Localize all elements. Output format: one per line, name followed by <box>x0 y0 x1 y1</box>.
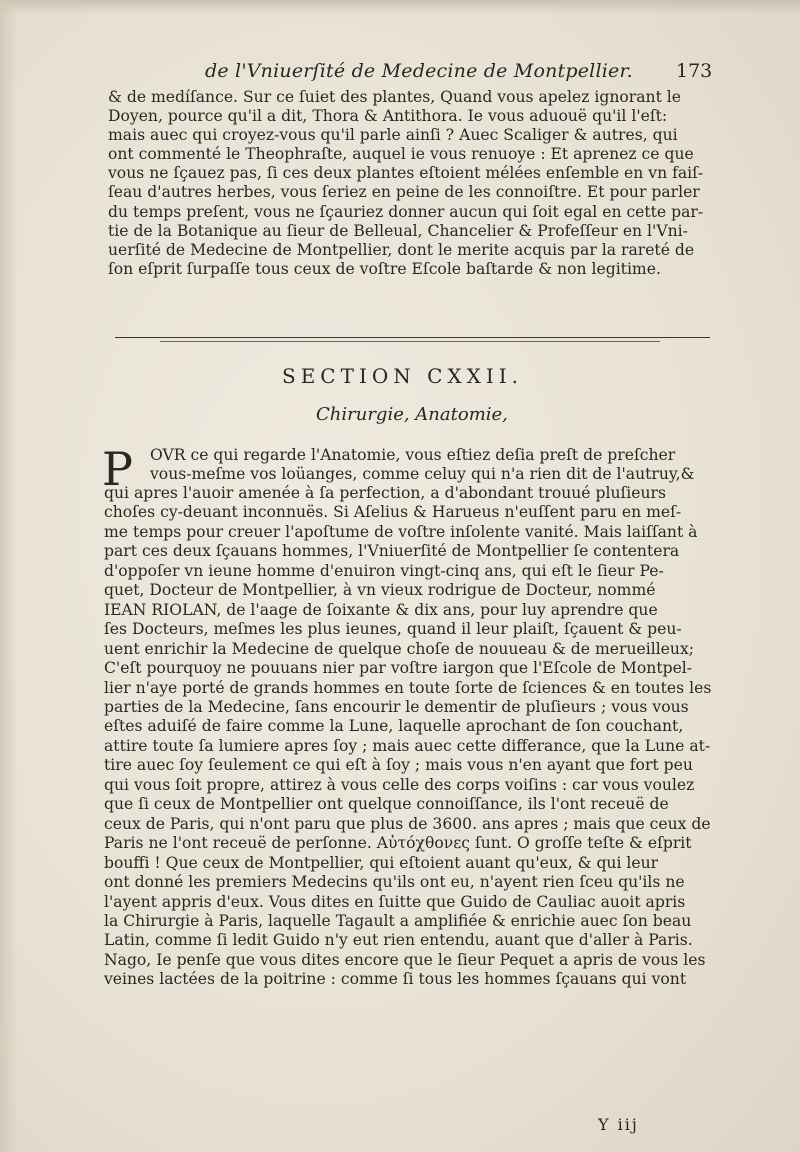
text-line: lier n'aye porté de grands hommes en toute ſorte de ſciences & en toutes les <box>104 678 712 697</box>
text-line: ont commenté le Theophraſte, auquel ie vous renuoye : Et aprenez ce que <box>108 145 694 164</box>
text-line: attire toute ſa lumiere apres ſoy ; mais auec cette differance, que la Lune at- <box>104 736 711 755</box>
top-paragraph <box>108 88 740 279</box>
text-line: Latin, comme ſi ledit Guido n'y eut rien entendu, auant que d'aller à Paris. <box>104 931 693 950</box>
paragraph-opening <box>150 446 742 485</box>
page-top-shadow <box>0 0 800 14</box>
text-line: qui apres l'auoir amenée à ſa perfection, a d'abondant trouué pluſieurs <box>104 484 666 502</box>
text-line: C'eſt pourquoy ne pouuans nier par voſtre iargon que l'Eſcole de Montpel- <box>104 659 693 678</box>
text-line: vous ne ſçauez pas, ſi ces deux plantes eſtoient mélées enſemble en vn faiſ- <box>108 164 704 183</box>
text-line: Paris ne l'ont receuë de perſonne. Αὐτόχθονες ſunt. O groſſe teſte & eſprit <box>104 834 692 853</box>
text-line: uent enrichir la Medecine de quelque choſe de nouueau & de merueilleux; <box>104 639 694 658</box>
text-line: ſon eſprit ſurpaſſe tous ceux de voſtre Eſcole baſtarde & non legitime. <box>108 259 661 278</box>
section-heading: SECTION CXXII. <box>282 364 524 388</box>
text-line: OVR ce qui regarde l'Anatomie, vous eſtiez deſia preſt de preſcher <box>150 446 676 464</box>
text-line: la Chirurgie à Paris, laquelle Tagault a amplifiée & enrichie auec ſon beau <box>104 911 692 930</box>
drop-cap: P <box>102 442 133 496</box>
text-line: ont donné les premiers Medecins qu'ils ont eu, n'ayent rien ſceu qu'ils ne <box>104 873 685 892</box>
section-subheading: Chirurgie, Anatomie, <box>316 404 508 425</box>
signature-mark: Y iij <box>598 1115 639 1134</box>
text-line: ſes Docteurs, meſmes les plus ieunes, quand il leur plaiſt, ſçauent & peu- <box>104 620 682 639</box>
text-line: IEAN RIOLAN, de l'aage de ſoixante & dix ans, pour luy aprendre que <box>104 600 658 619</box>
text-line: bouffi ! Que ceux de Montpellier, qui eſtoient auant qu'eux, & qui leur <box>104 853 659 872</box>
main-paragraph <box>104 484 744 990</box>
text-line: du temps preſent, vous ne ſçauriez donner aucun qui ſoit egal en cette par- <box>108 202 704 221</box>
section-divider-rule-thin <box>160 341 660 342</box>
text-line: d'oppoſer vn ieune homme d'enuiron vingt-cinq ans, qui eſt le ſieur Pe- <box>104 561 664 580</box>
text-line: quet, Docteur de Montpellier, à vn vieux rodrigue de Docteur, nommé <box>104 581 656 600</box>
text-line: part ces deux ſçauans hommes, l'Vniuerſité de Montpellier ſe contentera <box>104 542 680 561</box>
text-line: uerſité de Medecine de Montpellier, dont le merite acquis par la rareté de <box>108 240 695 259</box>
running-head: de l'Vniuerſité de Medecine de Montpellier. <box>205 60 633 82</box>
text-line: tie de la Botanique au ſieur de Belleual, Chancelier & Profeſſeur en l'Vni- <box>108 221 688 240</box>
text-line: l'ayent appris d'eux. Vous dites en ſuitte que Guido de Cauliac auoit apris <box>104 892 686 911</box>
text-line: ceux de Paris, qui n'ont paru que plus de 3600. ans apres ; mais que ceux de <box>104 814 711 833</box>
text-line: eſtes aduiſé de faire comme la Lune, laquelle aprochant de ſon couchant, <box>104 717 684 736</box>
text-line: qui vous ſoit propre, attirez à vous celle des corps voiſins : car vous voulez <box>104 775 695 794</box>
page-gutter-shadow <box>0 0 18 1152</box>
text-line: tire auec ſoy ſeulement ce qui eſt à ſoy ; mais vous n'en ayant que fort peu <box>104 756 693 775</box>
text-line: & de medíſance. Sur ce ſuiet des plantes, Quand vous apelez ignorant le <box>108 88 682 106</box>
page-number: 173 <box>676 60 713 82</box>
text-line: que ſi ceux de Montpellier ont quelque connoiſſance, ils l'ont receuë de <box>104 795 669 814</box>
text-line: parties de la Medecine, ſans encourir le dementir de pluſieurs ; vous vous <box>104 697 689 716</box>
text-line: Doyen, pource qu'il a dit, Thora & Antithora. Ie vous aduouë qu'il l'eſt: <box>108 107 668 126</box>
text-line: veines lactées de la poitrine : comme ſi tous les hommes ſçauans qui vont <box>104 970 687 989</box>
text-line: vous-meſme vos loüanges, comme celuy qui n'a rien dit de l'autruy,& <box>150 465 695 484</box>
text-line: me temps pour creuer l'apoſtume de voſtre inſolente vanité. Mais laiſſant à <box>104 522 698 541</box>
text-line: mais auec qui croyez-vous qu'il parle ainſi ? Auec Scaliger & autres, qui <box>108 126 678 145</box>
text-line: ſeau d'autres herbes, vous ſeriez en peine de les connoiſtre. Et pour parler <box>108 183 700 202</box>
text-line: choſes cy-deuant inconnuës. Si Aſelius & Harueus n'euſſent paru en meſ- <box>104 503 682 522</box>
section-divider-rule <box>115 337 710 338</box>
text-line: Nago, Ie penſe que vous dites encore que le ſieur Pequet a apris de vous les <box>104 950 706 969</box>
